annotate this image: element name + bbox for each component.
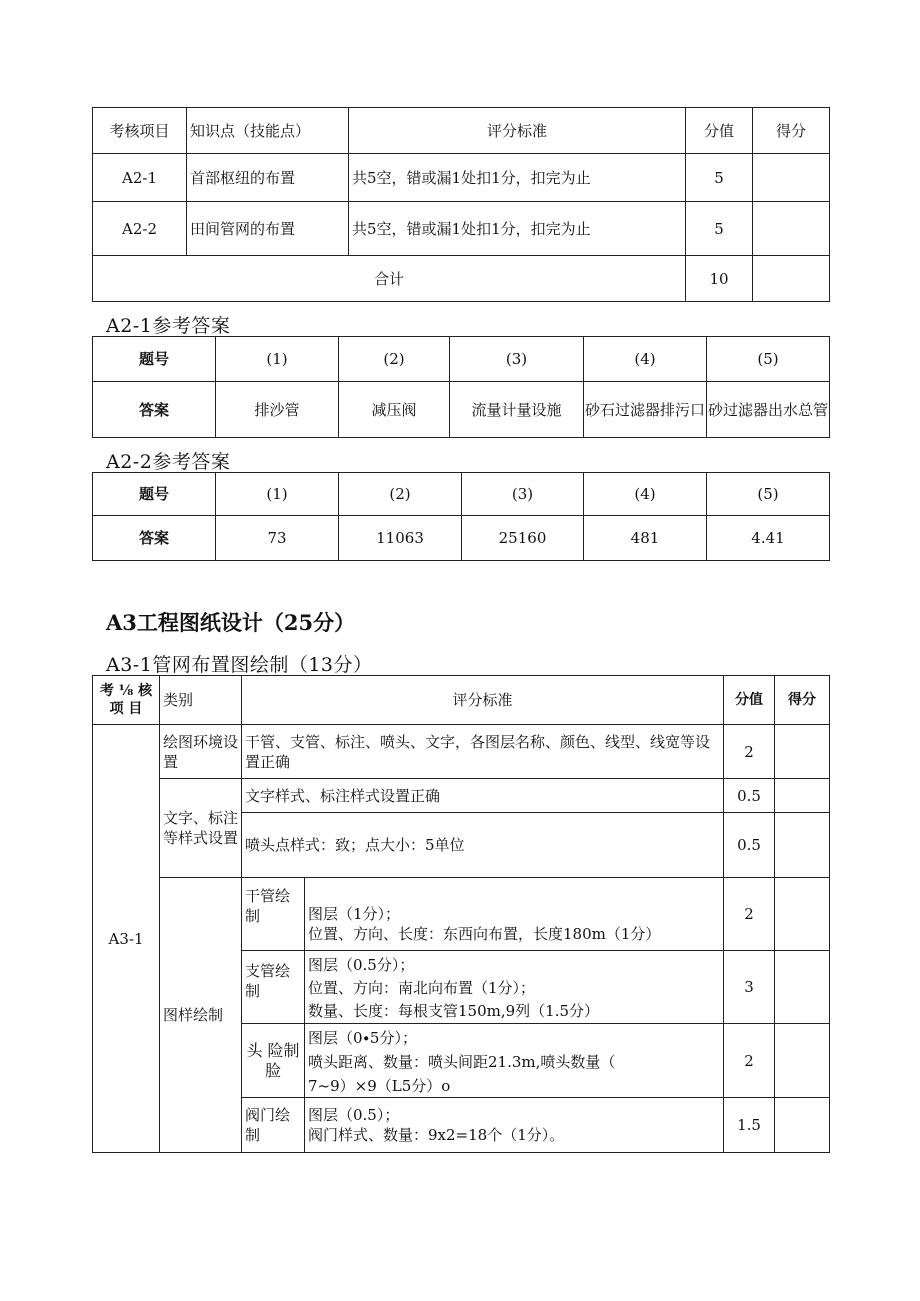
criteria-valve	[305, 1098, 724, 1153]
got-branch-pipe	[775, 951, 830, 1024]
category-env: 绘图环境设置	[160, 725, 242, 779]
criteria-line: 图层（0.5分）；	[308, 956, 415, 974]
header-got: 得分	[753, 108, 830, 154]
criteria-line: 数量、长度：每根支管150m,9列（1.5分）	[308, 1002, 600, 1020]
got-point-style	[775, 813, 830, 878]
criteria-line: 喷头距离、数量：喷头间距21.3m,喷头数量（	[308, 1053, 616, 1071]
header-item: 考 ⅛ 核项 目	[93, 676, 160, 725]
caption-a3-1: A3-1管网布置图绘制（13分）	[106, 654, 373, 676]
header-score: 分值	[686, 108, 753, 154]
answer-4: 砂石过滤器排污口	[584, 382, 707, 438]
header-category: 类别	[160, 676, 242, 725]
criteria-env: 干管、支管、标注、喷头、文字，各图层名称、颜色、线型、线宽等设置正确	[242, 725, 724, 779]
criteria-main-pipe	[305, 878, 724, 951]
total-got	[753, 256, 830, 302]
scoring-table-a3-1	[92, 675, 830, 1153]
answer-3: 25160	[462, 516, 584, 561]
criteria-line: 图层（0∙5分）；	[308, 1029, 417, 1047]
num-2: (2)	[339, 473, 462, 516]
total-score: 10	[686, 256, 753, 302]
num-3: (3)	[450, 337, 584, 382]
caption-a2-2: A2-2参考答案	[106, 451, 231, 473]
criteria-branch-pipe	[305, 951, 724, 1024]
row-label-answer: 答案	[93, 516, 216, 561]
got-env	[775, 725, 830, 779]
header-score: 分值	[724, 676, 775, 725]
row-score: 5	[686, 154, 753, 202]
answer-1: 排沙管	[216, 382, 339, 438]
num-1: (1)	[216, 473, 339, 516]
row-label-number: 题号	[93, 473, 216, 516]
category-style: 文字、标注等样式设置	[160, 779, 242, 878]
sub-sprinkler: 头 险制 脸	[242, 1024, 305, 1098]
row-criteria: 共5空，错或漏1处扣1分，扣完为止	[349, 202, 686, 256]
header-criteria: 评分标准	[242, 676, 724, 725]
num-1: (1)	[216, 337, 339, 382]
num-5: (5)	[707, 473, 830, 516]
criteria-point-style: 喷头点样式：致；点大小：5单位	[242, 813, 724, 878]
header-got: 得分	[775, 676, 830, 725]
answer-table-a2-1	[92, 336, 830, 438]
criteria-clip	[308, 955, 720, 1023]
criteria-text-style: 文字样式、标注样式设置正确	[242, 779, 724, 813]
total-label: 合计	[93, 256, 686, 302]
answer-2: 11063	[339, 516, 462, 561]
header-criteria: 评分标准	[349, 108, 686, 154]
row-item: A2-2	[93, 202, 187, 256]
got-text-style	[775, 779, 830, 813]
answer-5: 砂过滤器出水总管	[707, 382, 830, 438]
sub-main-pipe: 干管绘制	[242, 878, 305, 951]
row-point: 首部枢纽的布置	[187, 154, 349, 202]
score-text-style: 0.5	[724, 779, 775, 813]
section-heading-a3: A3工程图纸设计（25分）	[106, 610, 356, 635]
answer-table-a2-2	[92, 472, 830, 561]
row-item: A2-1	[93, 154, 187, 202]
row-label-number: 题号	[93, 337, 216, 382]
num-4: (4)	[584, 337, 707, 382]
criteria-line: 位置、方向：南北向布置（1分）；	[308, 979, 536, 997]
score-main-pipe: 2	[724, 878, 775, 951]
criteria-line: 图层（1分）；	[308, 905, 401, 923]
score-branch-pipe: 3	[724, 951, 775, 1024]
got-valve	[775, 1098, 830, 1153]
row-label-answer: 答案	[93, 382, 216, 438]
sub-valve: 阀门绘制	[242, 1098, 305, 1153]
answer-2: 减压阀	[339, 382, 450, 438]
category-drawing: 图样绘制	[160, 878, 242, 1153]
row-point: 田间管网的布置	[187, 202, 349, 256]
criteria-line: 阀门样式、数量：9x2=18个（1分）。	[308, 1126, 565, 1144]
scoring-table-a2	[92, 107, 830, 302]
num-3: (3)	[462, 473, 584, 516]
header-item: 考核项目	[93, 108, 187, 154]
row-got	[753, 202, 830, 256]
got-main-pipe	[775, 878, 830, 951]
answer-1: 73	[216, 516, 339, 561]
row-got	[753, 154, 830, 202]
criteria-line: 7~9）×9（L5分）o	[308, 1077, 451, 1095]
criteria-sprinkler	[305, 1024, 724, 1098]
row-criteria: 共5空，错或漏1处扣1分，扣完为止	[349, 154, 686, 202]
criteria-line: 位置、方向、长度：东西向布置，长度180m（1分）	[308, 925, 661, 943]
num-4: (4)	[584, 473, 707, 516]
row-score: 5	[686, 202, 753, 256]
num-2: (2)	[339, 337, 450, 382]
caption-a2-1: A2-1参考答案	[106, 315, 231, 337]
num-5: (5)	[707, 337, 830, 382]
answer-4: 481	[584, 516, 707, 561]
score-valve: 1.5	[724, 1098, 775, 1153]
criteria-line: 图层（0.5）；	[308, 1106, 400, 1124]
got-sprinkler	[775, 1024, 830, 1098]
table-row	[93, 202, 830, 256]
score-env: 2	[724, 725, 775, 779]
answer-3: 流量计量设施	[450, 382, 584, 438]
score-point-style: 0.5	[724, 813, 775, 878]
score-sprinkler: 2	[724, 1024, 775, 1098]
header-point: 知识点（技能点）	[187, 108, 349, 154]
sub-branch-pipe: 支管绘制	[242, 951, 305, 1024]
item-a3-1: A3-1	[93, 725, 160, 1153]
answer-5: 4.41	[707, 516, 830, 561]
table-row	[93, 154, 830, 202]
